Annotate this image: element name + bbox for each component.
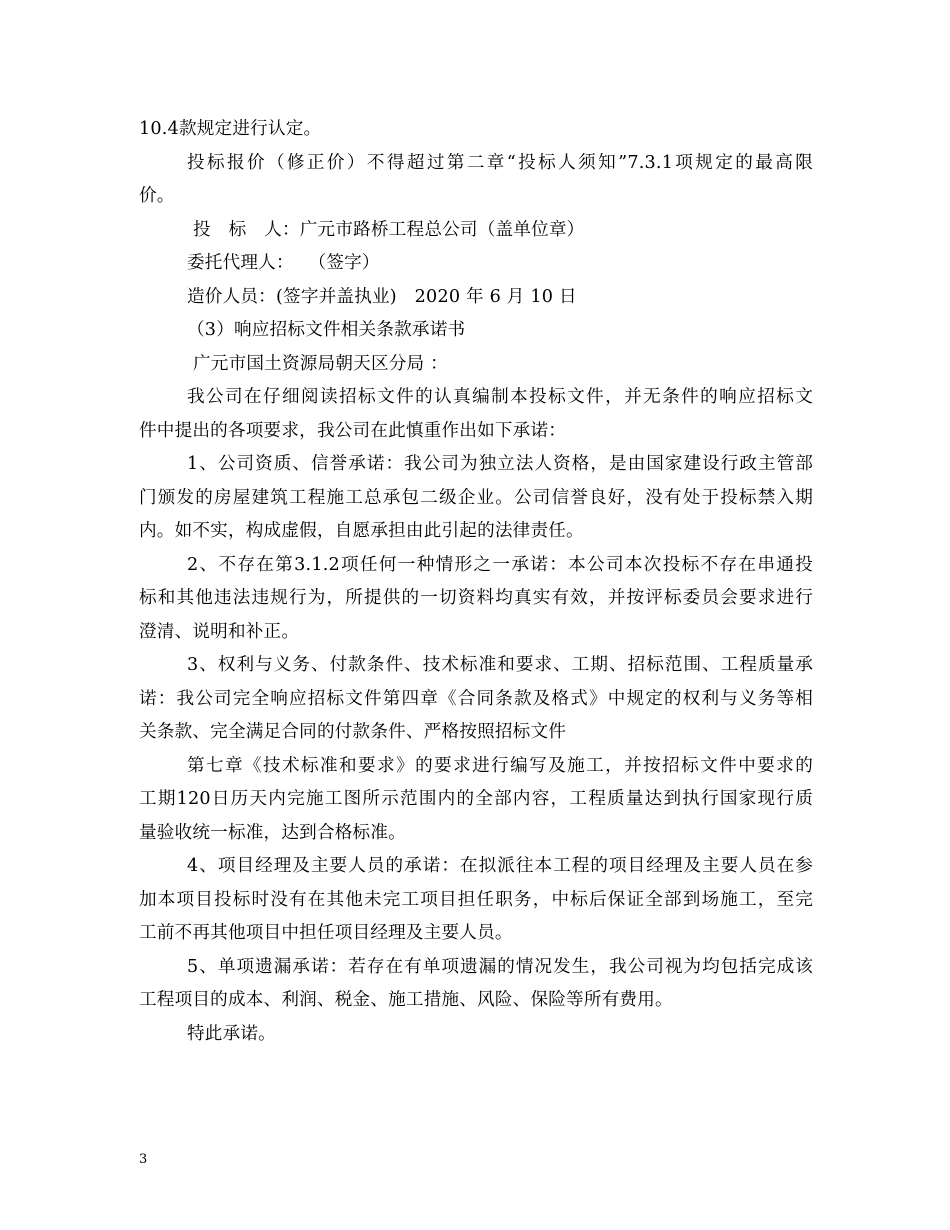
page-number: 3	[139, 1152, 148, 1167]
text-line: 诺：我公司完全响应招标文件第四章《合同条款及格式》中规定的权利与义务等相	[139, 688, 813, 709]
text-line: 澄清、说明和补正。	[139, 621, 300, 642]
text-line: 投标报价（修正价）不得超过第二章“投标人须知”7.3.1项规定的最高限	[187, 152, 813, 173]
text-line: 内。如不实，构成虚假，自愿承担由此引起的法律责任。	[139, 521, 584, 541]
text-line: 门颁发的房屋建筑工程施工总承包二级企业。公司信誉良好，没有处于投标禁入期	[139, 487, 813, 508]
text-line: 3、权利与义务、付款条件、技术标准和要求、工期、招标范围、工程质量承	[187, 655, 813, 675]
text-line: 件中提出的各项要求，我公司在此慎重作出如下承诺：	[139, 420, 567, 441]
text-line: 10.4款规定进行认定。	[139, 119, 322, 139]
text-line: 投 标 人：广元市路桥工程总公司（盖单位章）	[193, 219, 585, 240]
text-line: 广元市国土资源局朝天区分局 ：	[193, 353, 448, 374]
text-line: 工程项目的成本、利润、税金、施工措施、风险、保险等所有费用。	[139, 990, 673, 1010]
text-line: 1、公司资质、信誉承诺：我公司为独立法人资格，是由国家建设行政主管部	[187, 454, 813, 474]
document-body	[139, 113, 813, 1051]
text-line: 量验收统一标准，达到合格标准。	[139, 822, 406, 843]
text-line: 标和其他违法违规行为，所提供的一切资料均真实有效，并按评标委员会要求进行	[139, 588, 813, 608]
text-line: 第七章《技术标准和要求》的要求进行编写及施工，并按招标文件中要求的	[187, 755, 813, 776]
text-line: （3）响应招标文件相关条款承诺书	[187, 320, 466, 340]
text-line: 加本项目投标时没有在其他未完工项目担任职务，中标后保证全部到场施工，至完	[139, 889, 813, 910]
text-line: 我公司在仔细阅读招标文件的认真编制本投标文件，并无条件的响应招标文	[187, 387, 813, 407]
text-line: 2、不存在第3.1.2项任何一种情形之一承诺：本公司本次投标不存在串通投	[187, 554, 813, 575]
text-line: 价。	[139, 186, 175, 206]
text-line: 工前不再其他项目中担任项目经理及主要人员。	[139, 923, 513, 943]
text-line: 4、项目经理及主要人员的承诺：在拟派往本工程的项目经理及主要人员在参	[187, 856, 813, 876]
text-line: 特此承诺。	[187, 1023, 276, 1044]
text-line: 工期120日历天内完施工图所示范围内的全部内容，工程质量达到执行国家现行质	[139, 789, 813, 809]
text-line: 5、单项遗漏承诺：若存在有单项遗漏的情况发生，我公司视为均包括完成该	[187, 956, 813, 977]
text-line: 关条款、完全满足合同的付款条件、严格按照招标文件	[139, 722, 567, 742]
text-line: 委托代理人： （签字）	[187, 253, 380, 273]
text-line: 造价人员：(签字并盖执业) 2020 年 6 月 10 日	[187, 286, 577, 307]
